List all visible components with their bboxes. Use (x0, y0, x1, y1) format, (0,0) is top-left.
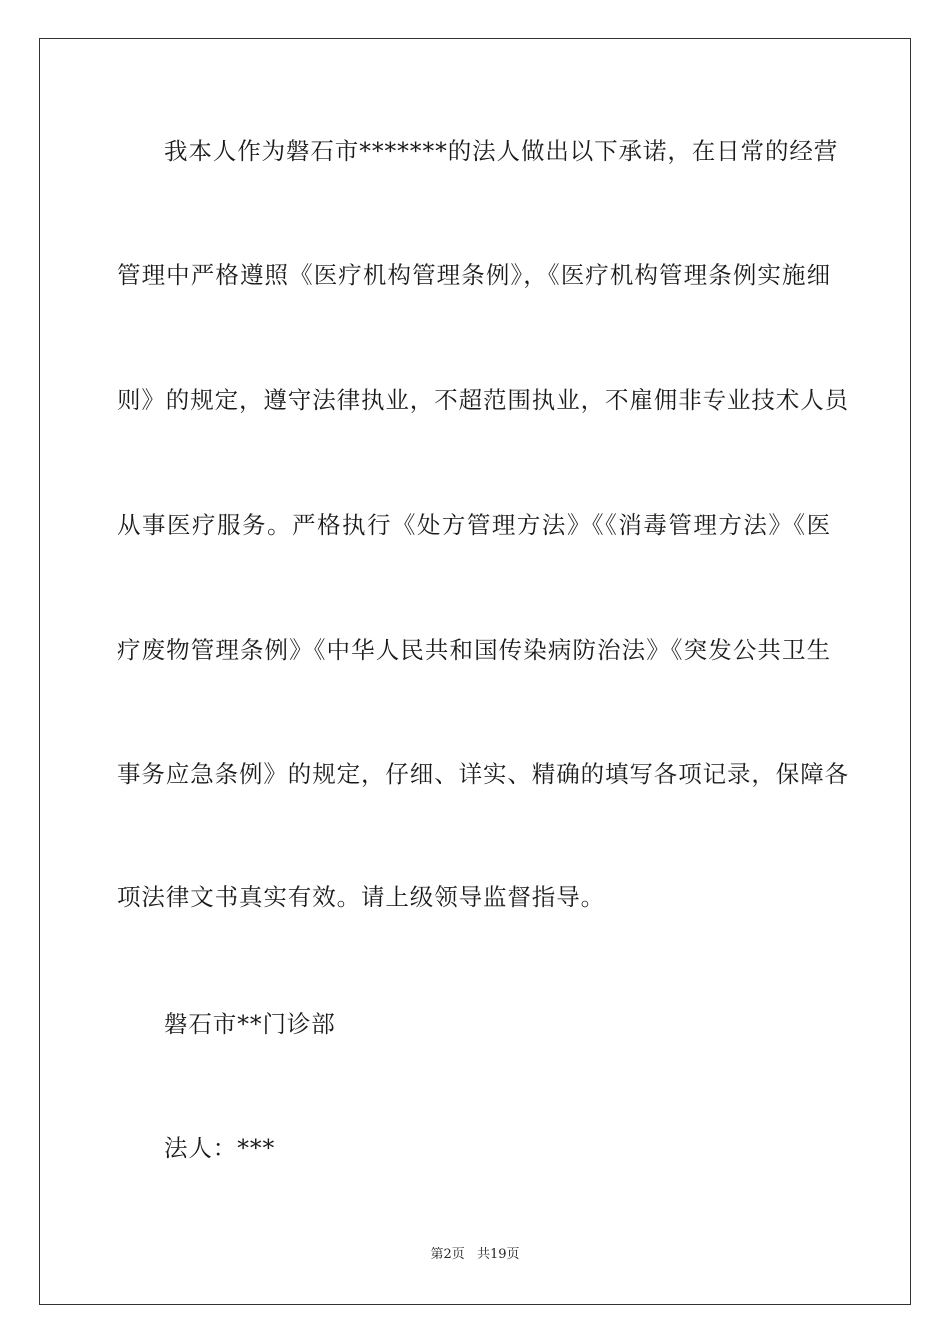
paragraph-line-3: 则》的规定，遵守法律执业，不超范围执业，不雇佣非专业技术人员 (117, 386, 849, 414)
page-number: 第2页 (430, 1247, 465, 1262)
paragraph-line-1: 我本人作为磐石市*******的法人做出以下承诺，在日常的经营 (164, 137, 839, 165)
paragraph-line-2: 管理中严格遵照《医疗机构管理条例》，《医疗机构管理条例实施细 (117, 261, 831, 289)
paragraph-line-5: 疗废物管理条例》《中华人民共和国传染病防治法》《突发公共卫生 (117, 636, 831, 664)
organization-name: 磐石市**门诊部 (164, 1010, 336, 1038)
total-pages: 共19页 (476, 1247, 520, 1262)
paragraph-line-7: 项法律文书真实有效。请上级领导监督指导。 (117, 883, 605, 911)
page-footer (0, 1246, 950, 1264)
page-border (39, 38, 911, 1305)
legal-person-line: 法人：*** (164, 1134, 276, 1162)
paragraph-line-6: 事务应急条例》的规定，仔细、详实、精确的填写各项记录，保障各 (117, 760, 849, 788)
paragraph-line-4: 从事医疗服务。严格执行《处方管理方法》《《消毒管理方法》《医 (117, 511, 831, 539)
